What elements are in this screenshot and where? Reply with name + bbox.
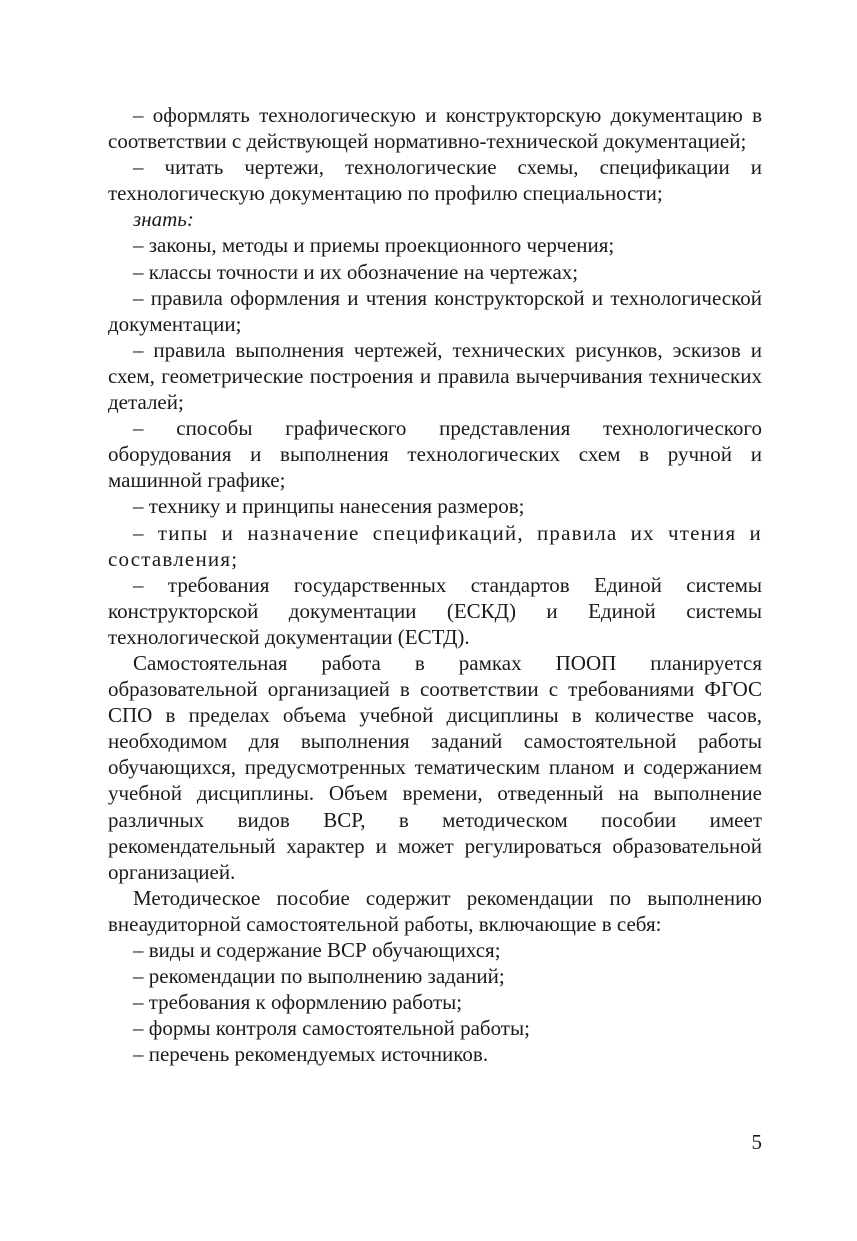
list-item: – правила выполнения чертежей, технических рисунков, эскизов и схем, геометрические построения и правила вычерчивания технических деталей; [108, 337, 762, 415]
text-paragraph: Методическое пособие содержит рекомендации по выполнению внеаудиторной самостоятельной работы, включающие в себя: [108, 885, 762, 936]
list-item: – способы графического представления технологического оборудования и выполнения технологических схем в ручной и машинной графике; [108, 416, 762, 493]
section-label: знать: [133, 207, 194, 232]
list-item: – правила оформления и чтения конструкторской и технологической документации; [108, 285, 762, 336]
text-paragraph: Самостоятельная работа в рамках ПООП планируется образовательной организацией в соответствии с требованиями ФГОС СПО в пределах объема учебной дисциплины в количестве часов, необходимом для выполнения заданий самостоятельной работы обучающихся, предусмотренных тематическим планом и содержанием учебной дисциплины. Объем времени, отведенный на выполнение различных видов ВСР, в методическом пособии имеет рекомендательный характер и может регулироваться образовательной организацией. [108, 650, 762, 884]
list-item: – типы и назначение спецификаций, правила их чтения и составления; [108, 520, 762, 571]
list-item: – формы контроля самостоятельной работы; [133, 1016, 530, 1041]
page-body [108, 102, 762, 1067]
text-paragraph: – оформлять технологическую и конструкторскую документацию в соответствии с действующей нормативно-технической документацией; [108, 103, 762, 154]
page-number: 5 [751, 1130, 762, 1154]
list-item: – требования к оформлению работы; [133, 990, 463, 1015]
list-item: – законы, методы и приемы проекционного черчения; [133, 233, 615, 258]
list-item: – рекомендации по выполнению заданий; [133, 964, 505, 989]
list-item: – перечень рекомендуемых источников. [133, 1042, 489, 1067]
list-item: – виды и содержание ВСР обучающихся; [133, 938, 501, 962]
list-item: – технику и принципы нанесения размеров; [133, 494, 525, 519]
text-paragraph: – читать чертежи, технологические схемы, спецификации и технологическую документацию по профилю специальности; [108, 155, 762, 206]
list-item: – классы точности и их обозначение на чертежах; [133, 259, 579, 284]
list-item: – требования государственных стандартов Единой системы конструкторской документации (ЕСКД) и Единой системы технологической документации (ЕСТД). [108, 572, 762, 649]
